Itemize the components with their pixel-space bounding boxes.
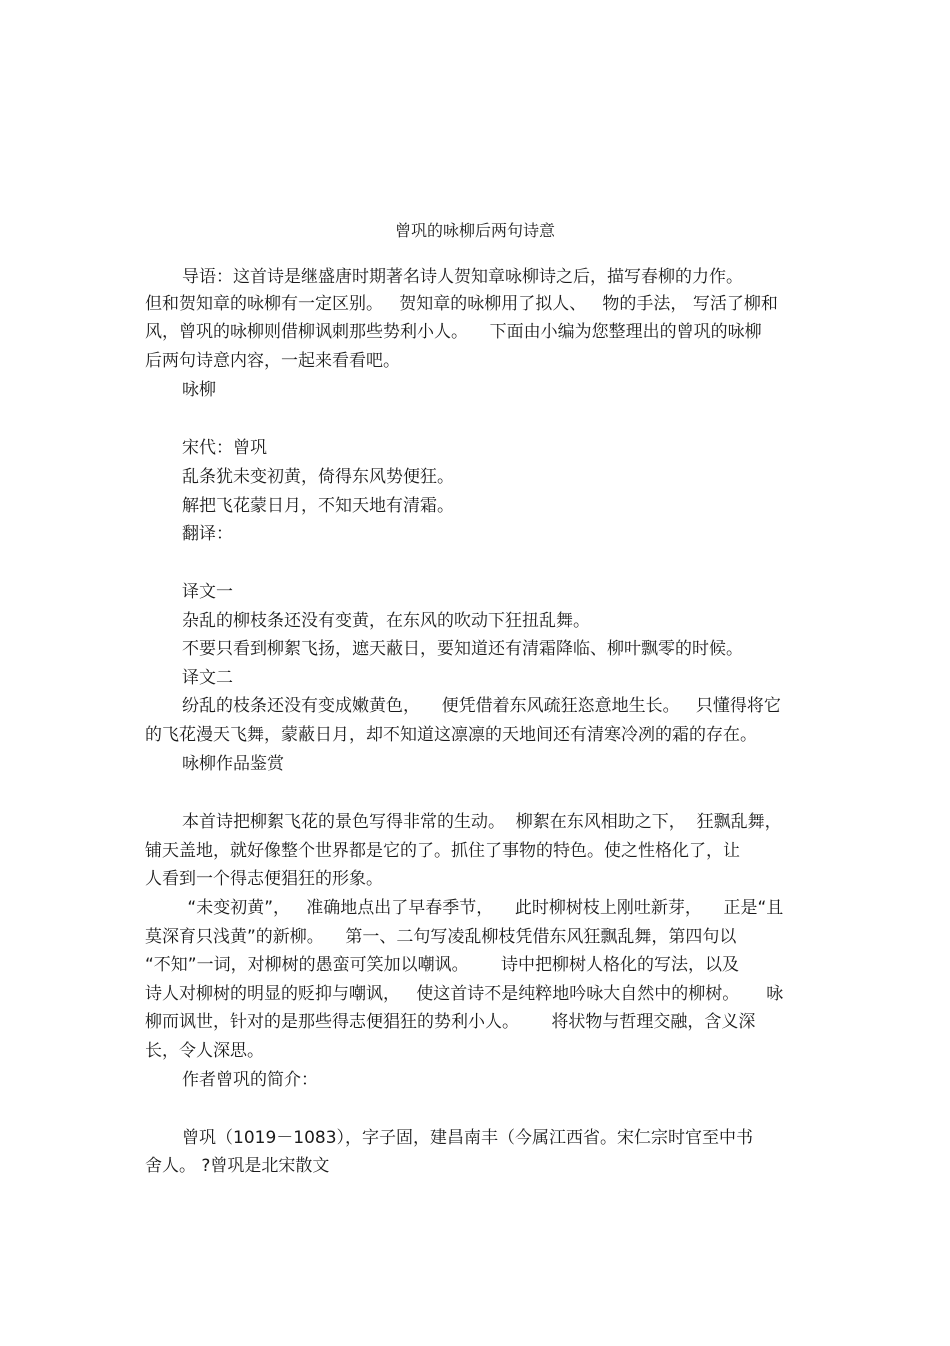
appreciation-heading: 咏柳作品鉴赏 [182, 754, 284, 774]
translation-one-line-1: 杂乱的柳枝条还没有变黄，在东风的吹动下狂扭乱舞。 [182, 611, 590, 631]
translation-two-line-2: 的飞花漫天飞舞，蒙蔽日月，却不知道这凛凛的天地间还有清寒冷冽的霜的存在。 [145, 725, 757, 745]
analysis-line-5: 柳而讽世，针对的是那些得志便猖狂的势利小人。 将状物与哲理交融，含义深 [145, 1012, 756, 1032]
analysis-line-4: 诗人对柳树的明显的贬抑与嘲讽， 使这首诗不是纯粹地吟咏大自然中的柳树。 咏 [145, 984, 784, 1004]
poem-line-2: 解把飞花蒙日月，不知天地有清霜。 [182, 496, 454, 516]
appreciation-line-3: 人看到一个得志便猖狂的形象。 [145, 869, 383, 889]
intro-line-4: 后两句诗意内容，一起来看看吧。 [145, 351, 400, 371]
analysis-line-2: 莫深育只浅黄”的新柳。 第一、二句写凌乱柳枝凭借东风狂飘乱舞，第四句以 [145, 927, 737, 947]
author-heading: 作者曾巩的简介： [182, 1070, 318, 1090]
author-bio-line-2: 舍人。 ?曾巩是北宋散文 [145, 1156, 330, 1176]
author-bio-line-1: 曾巩（1019－1083），字子固，建昌南丰（今属江西省。宋仁宗时官至中书 [182, 1128, 754, 1148]
intro-line-3: 风，曾巩的咏柳则借柳讽刺那些势利小人。 下面由小编为您整理出的曾巩的咏柳 [145, 322, 762, 342]
intro-line-2: 但和贺知章的咏柳有一定区别。 贺知章的咏柳用了拟人、 物的手法， 写活了柳和 [145, 294, 778, 314]
appreciation-line-2: 铺天盖地，就好像整个世界都是它的了。抓住了事物的特色。使之性格化了，让 [145, 841, 740, 861]
analysis-line-1: “未变初黄”， 准确地点出了早春季节， 此时柳树枝上刚吐新芽， 正是“且 [182, 898, 784, 918]
analysis-line-3: “不知”一词，对柳树的愚蛮可笑加以嘲讽。 诗中把柳树人格化的写法，以及 [145, 955, 740, 975]
translation-one-heading: 译文一 [182, 582, 233, 602]
poem-line-1: 乱条犹未变初黄，倚得东风势便狂。 [182, 467, 454, 487]
translation-two-heading: 译文二 [182, 668, 233, 688]
poem-author: 宋代：曾巩 [182, 438, 267, 458]
analysis-line-6: 长，令人深思。 [145, 1041, 264, 1061]
translation-heading: 翻译： [182, 524, 233, 544]
appreciation-line-1: 本首诗把柳絮飞花的景色写得非常的生动。 柳絮在东风相助之下， 狂飘乱舞， [182, 812, 782, 832]
translation-two-line-1: 纷乱的枝条还没有变成嫩黄色， 便凭借着东风疏狂恣意地生长。 只懂得将它 [182, 696, 781, 716]
translation-one-line-2: 不要只看到柳絮飞扬，遮天蔽日，要知道还有清霜降临、柳叶飘零的时候。 [182, 639, 743, 659]
intro-line-1: 导语：这首诗是继盛唐时期著名诗人贺知章咏柳诗之后，描写春柳的力作。 [182, 267, 743, 287]
document-title: 曾巩的咏柳后两句诗意 [394, 221, 555, 240]
poem-title: 咏柳 [182, 380, 216, 400]
